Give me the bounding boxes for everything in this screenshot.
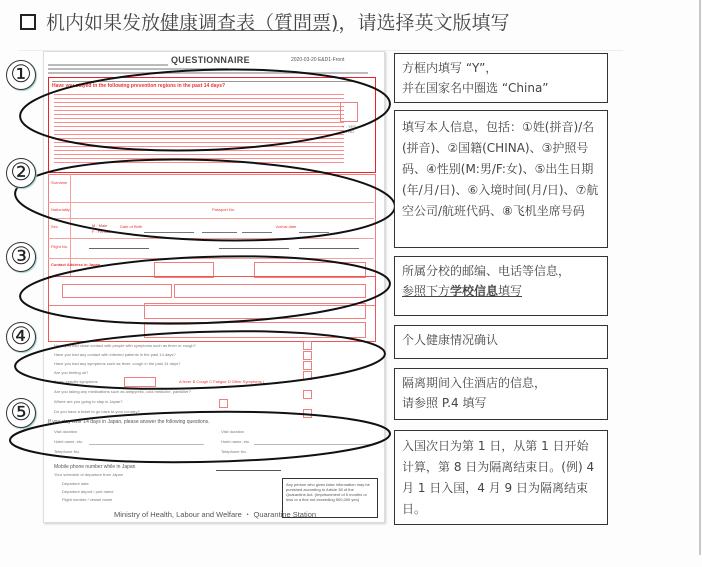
marker-4: ④ <box>6 322 36 352</box>
mobile-label: Mobile phone number while in Japan <box>54 464 136 470</box>
marker-1: ① <box>6 60 36 90</box>
heading-prefix: 机内如果发放 <box>46 12 161 34</box>
note-5 <box>394 368 608 420</box>
health-q5: If yes, specify symptoms <box>54 379 98 384</box>
telephone-label: Telephone No. <box>54 449 80 454</box>
note-5-line-2: 请参照 P.4 填写 <box>402 396 487 410</box>
visit-duration-label: Visit duration <box>54 429 78 434</box>
stay-prompt: If you stay over 14 days in Japan, please answer the following questions. <box>48 419 210 425</box>
note-3-line-2-prefix: 参照下方 <box>402 284 451 298</box>
yes-label: Y : YES <box>342 124 356 129</box>
marker-2: ② <box>6 158 36 188</box>
male-option: M : Male <box>92 223 108 228</box>
health-q3: Have you had any symptoms such as fever, cough in the past 14 days? <box>54 361 181 366</box>
health-q2: Have you had any contact with infected patients in the past 14 days? <box>54 352 176 357</box>
form-footer: Ministry of Health, Labour and Welfare ・ Quarantine Station <box>114 510 317 519</box>
marker-3: ③ <box>6 242 36 272</box>
health-q7: Where are you going to stay in Japan? <box>54 399 123 404</box>
school-info-link: 学校信息 <box>450 284 499 298</box>
dob-label: Date of Birth <box>120 224 143 229</box>
health-q4: Are you feeling ok? <box>54 370 89 375</box>
health-q1: Have you had close contact with people with symptoms such as fever or cough? <box>54 343 196 348</box>
note-1 <box>394 53 608 103</box>
note-6-text: 入国次日为第 1 日，从第 1 日开始计算，第 8 日为隔离结束日。(例) 4 月 1 日入国，4 月 9 日为隔离结束日。 <box>402 439 595 516</box>
heading-suffix: ，请选择英文版填写 <box>338 12 510 34</box>
female-option: F : Female <box>92 229 112 234</box>
contact-address-label: Contact Address in Japan <box>51 262 101 267</box>
regions-question: Have you stayed in the following prevention regions in the past 14 days? <box>52 83 226 89</box>
departure-header: Your schedule of departure from Japan <box>54 472 124 477</box>
health-q6: Are you taking any medications such as antipyretic, cold medicine, painkiller? <box>54 389 191 394</box>
flight-number-label: Flight number / vessel name <box>62 497 113 502</box>
note-4-text: 个人健康情况确认 <box>402 333 499 347</box>
hotel-name-label-2: Hotel name, etc. <box>221 439 251 444</box>
passport-label: Passport No. <box>212 207 236 212</box>
note-2 <box>394 110 608 248</box>
visit-duration-label-2: Visit duration <box>221 429 245 434</box>
sex-label: Sex <box>51 224 58 229</box>
note-3-line-2 <box>402 281 600 301</box>
health-q8: Do you have a ticket to go back to your country? <box>54 409 140 414</box>
note-4 <box>394 325 608 359</box>
arrival-label: Arrival date <box>276 224 297 229</box>
departure-airport-label: Departure airport / port name <box>62 489 114 494</box>
form-title: QUESTIONNAIRE <box>171 55 250 65</box>
departure-date-label: Departure date <box>62 481 89 486</box>
symptom-options: A fever B Cough C Fatigue D Other Symptoms ( <box>179 379 265 384</box>
note-3-line-2-suffix: 填写 <box>498 284 523 298</box>
note-3-line-1: 所属分校的邮编、电话等信息， <box>402 264 571 278</box>
note-2-text: 填写本人信息，包括：①姓(拼音)/名(拼音)、②国籍(CHINA)、③护照号码、④性别(M:男/F:女)、⑤出生日期(年/月/日)、⑥入境时间(月/日)、⑦航空公司/航班代码、⑧飞机坐席号码 <box>402 120 599 218</box>
heading-underlined-link: 健康调查表（質問票) <box>160 12 339 34</box>
note-3 <box>394 256 608 316</box>
telephone-label-2: Telephone No. <box>221 449 247 454</box>
surname-label: Surname <box>51 180 68 185</box>
form-code: 2020-03-20 E&D1-Front <box>291 57 345 63</box>
flight-label: Flight No. <box>51 244 69 249</box>
note-1-line-1: 方框内填写 “Y”， <box>402 61 498 75</box>
note-1-line-2: 并在国家名中圈选 “China” <box>402 81 549 95</box>
warning-text: Any person who gives false information may be punished according to Article 36 of the Quarantine Act. (Imprisonment of 6 months or less or a fine not exceeding 500,000 yen) <box>286 482 370 502</box>
note-5-line-1: 隔离期间入住酒店的信息， <box>402 376 547 390</box>
nationality-label: Nationality <box>51 207 70 212</box>
marker-5: ⑤ <box>6 398 36 428</box>
note-6 <box>394 430 608 525</box>
no-label: N : NO <box>342 129 355 134</box>
hotel-name-label: Hotel name, etc. <box>54 439 84 444</box>
